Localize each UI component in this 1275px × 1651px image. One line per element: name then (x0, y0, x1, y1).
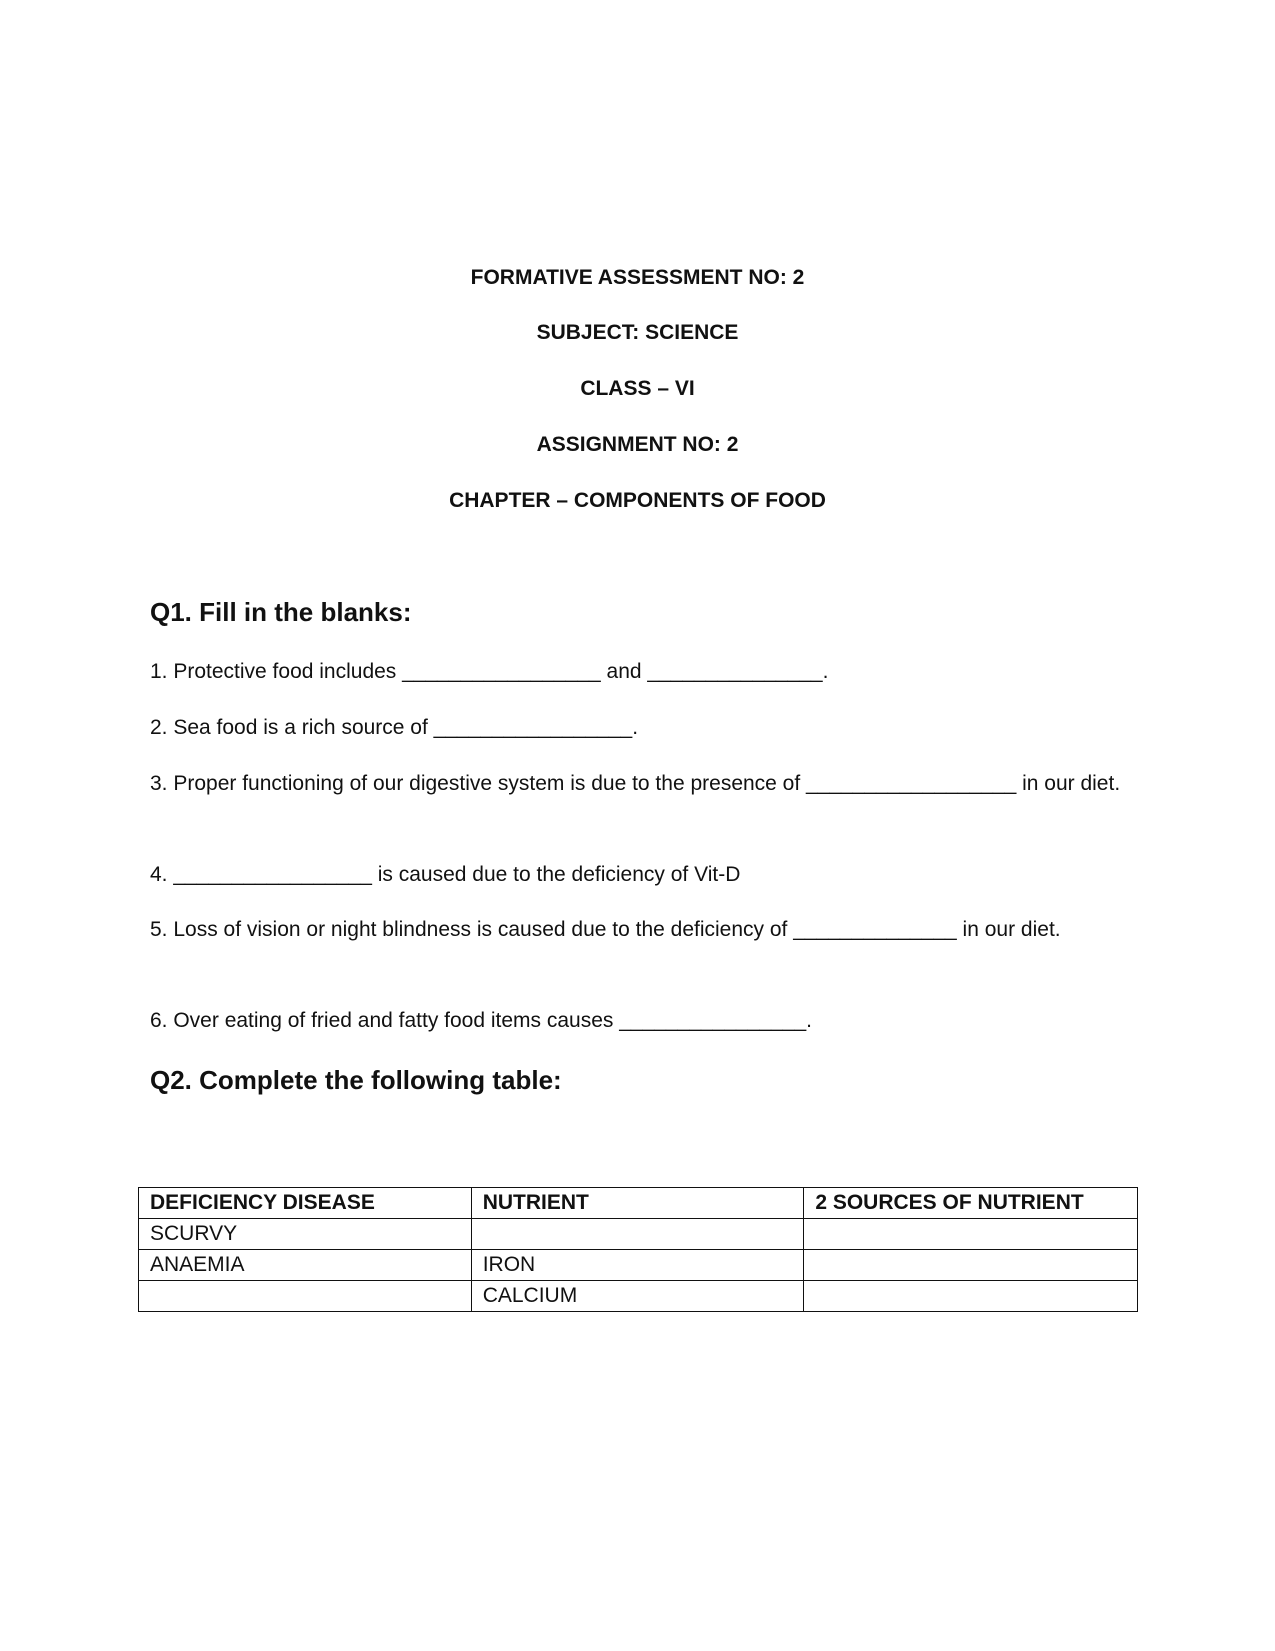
table-cell: IRON (471, 1250, 804, 1281)
table-row (139, 1281, 1138, 1312)
q1-item-5: 5. Loss of vision or night blindness is caused due to the deficiency of ______________ in our diet. (150, 918, 1061, 941)
column-header-sources: 2 SOURCES OF NUTRIENT (804, 1188, 1138, 1219)
table-cell (804, 1281, 1138, 1312)
q2-heading: Q2. Complete the following table: (150, 1065, 562, 1095)
assessment-title: FORMATIVE ASSESSMENT NO: 2 (470, 266, 805, 289)
table-cell: CALCIUM (471, 1281, 804, 1312)
column-header-disease: DEFICIENCY DISEASE (139, 1188, 472, 1219)
q1-item-6: 6. Over eating of fried and fatty food items causes ________________. (150, 1009, 812, 1032)
q1-item-3: 3. Proper functioning of our digestive system is due to the presence of __________________ in our diet. (150, 772, 1121, 795)
assignment-line: ASSIGNMENT NO: 2 (536, 433, 739, 456)
table-cell: SCURVY (139, 1219, 472, 1250)
table-row (139, 1219, 1138, 1250)
q1-heading: Q1. Fill in the blanks: (150, 597, 412, 627)
q1-item-1: 1. Protective food includes _________________ and _______________. (150, 660, 829, 683)
table-cell (804, 1219, 1138, 1250)
table-row (139, 1250, 1138, 1281)
table-cell (804, 1250, 1138, 1281)
subject-line: SUBJECT: SCIENCE (536, 321, 739, 344)
column-header-nutrient: NUTRIENT (471, 1188, 804, 1219)
q1-item-2: 2. Sea food is a rich source of _________________. (150, 716, 639, 739)
table-cell (471, 1219, 804, 1250)
table-header-row (139, 1188, 1138, 1219)
deficiency-table (138, 1187, 1138, 1312)
class-line: CLASS – VI (580, 377, 695, 400)
table-cell (139, 1281, 472, 1312)
chapter-line: CHAPTER – COMPONENTS OF FOOD (449, 489, 826, 512)
q1-item-4: 4. _________________ is caused due to the deficiency of Vit-D (150, 863, 741, 886)
table-cell: ANAEMIA (139, 1250, 472, 1281)
